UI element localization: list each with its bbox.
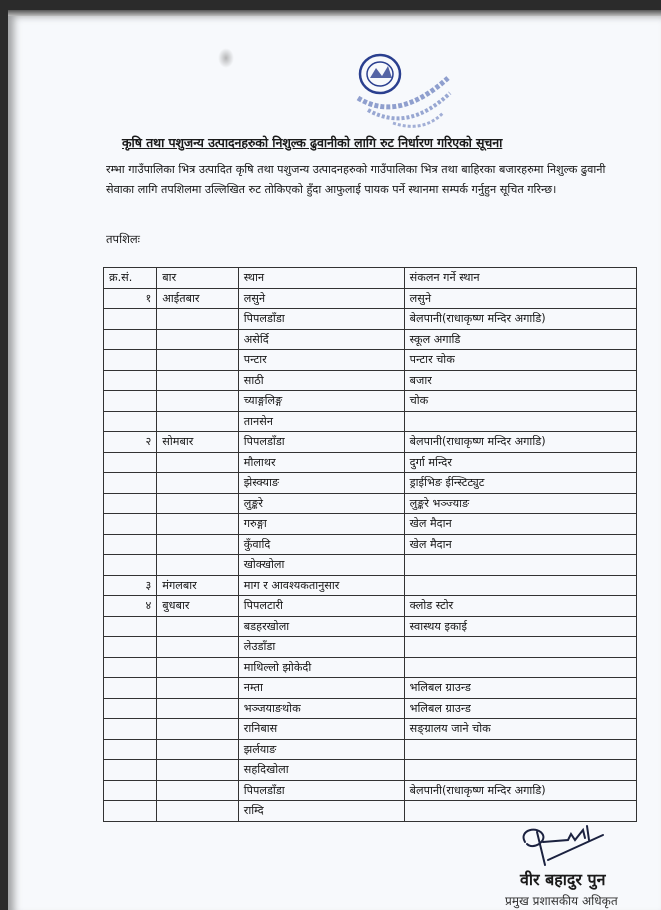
cell-collection-point: लसुने: [404, 288, 636, 309]
cell-collection-point: [404, 739, 636, 760]
schedule-label: तपशिलः: [106, 232, 141, 246]
signatory-name: वीर बहादुर पुन: [520, 870, 606, 889]
cell-collection-point: स्कूल अगाडि: [404, 329, 636, 350]
cell-collection-point: [404, 637, 636, 658]
table-row: [104, 596, 637, 617]
cell-place: रानिबास: [238, 719, 404, 740]
cell-place: सहदिखोला: [238, 760, 404, 781]
cell-day: [157, 514, 238, 535]
table-row: [104, 493, 637, 514]
cell-serial: [104, 309, 157, 330]
cell-place: झर्लयाङ: [238, 739, 404, 760]
cell-day: [157, 329, 238, 350]
header-place: स्थान: [238, 268, 404, 289]
cell-place: लेउडाँडा: [238, 637, 404, 658]
cell-serial: [104, 719, 157, 740]
table-row: [104, 698, 637, 719]
cell-place: राम्दि: [238, 801, 404, 822]
cell-place: च्याङ्गलिङ्ग: [238, 391, 404, 412]
cell-day: [157, 657, 238, 678]
cell-collection-point: खेल मैदान: [404, 514, 636, 535]
cell-day: [157, 760, 238, 781]
cell-serial: [104, 411, 157, 432]
cell-serial: [104, 678, 157, 699]
cell-collection-point: [404, 801, 636, 822]
cell-serial: [104, 514, 157, 535]
cell-serial: [104, 329, 157, 350]
cell-place: बडहरखोला: [238, 616, 404, 637]
cell-day: सोमबार: [157, 432, 238, 453]
cell-collection-point: लुङ्करे भञ्ज्याङ: [404, 493, 636, 514]
cell-day: [157, 534, 238, 555]
table-row: [104, 391, 637, 412]
cell-serial: [104, 452, 157, 473]
table-row: [104, 411, 637, 432]
table-row: [104, 555, 637, 576]
cell-serial: १: [104, 288, 157, 309]
cell-collection-point: पन्टार चोक: [404, 350, 636, 371]
cell-place: असेर्दि: [238, 329, 404, 350]
cell-place: पिपलडाँडा: [238, 780, 404, 801]
notice-body: रम्भा गाउँपालिका भित्र उत्पादित कृषि तथा पशुजन्य उत्पादनहरुको गाउँपालिका भित्र तथा बाहिरका बजारहरुमा निशुल्क ढुवानी सेवाका लागि तपशिलमा उल्लिखित रुट तोकिएको हुँदा आफुलाई पायक पर्ने स्थानमा सम्पर्क गर्नुहुन सूचित गरिन्छ।: [106, 163, 606, 196]
cell-day: [157, 739, 238, 760]
cell-place: कुँवादि: [238, 534, 404, 555]
table-row: [104, 350, 637, 371]
cell-place: गरुङ्गा: [238, 514, 404, 535]
cell-collection-point: बेलपानी(राधाकृष्ण मन्दिर अगाडि): [404, 432, 636, 453]
cell-collection-point: खेल मैदान: [404, 534, 636, 555]
cell-collection-point: [404, 575, 636, 596]
cell-day: मंगलबार: [157, 575, 238, 596]
cell-serial: २: [104, 432, 157, 453]
cell-serial: [104, 760, 157, 781]
cell-day: [157, 780, 238, 801]
cell-place: माग र आवश्यकतानुसार: [238, 575, 404, 596]
cell-collection-point: सङ्ग्रालय जाने चोक: [404, 719, 636, 740]
cell-serial: [104, 493, 157, 514]
cell-serial: [104, 473, 157, 494]
cell-collection-point: [404, 760, 636, 781]
table-row: [104, 452, 637, 473]
cell-day: [157, 370, 238, 391]
cell-serial: [104, 637, 157, 658]
cell-day: [157, 493, 238, 514]
cell-day: [157, 309, 238, 330]
table-row: [104, 657, 637, 678]
table-row: [104, 678, 637, 699]
cell-day: [157, 411, 238, 432]
cell-place: साठी: [238, 370, 404, 391]
cell-serial: [104, 616, 157, 637]
cell-collection-point: ड्राईभिङ ईन्स्टिट्युट: [404, 473, 636, 494]
cell-serial: [104, 698, 157, 719]
cell-serial: [104, 657, 157, 678]
table-row: [104, 739, 637, 760]
notice-title: कृषि तथा पशुजन्य उत्पादनहरुको निशुल्क ढुवानीको लागि रुट निर्धारण गरिएको सूचना: [122, 135, 503, 150]
cell-day: [157, 637, 238, 658]
cell-place: तानसेन: [238, 411, 404, 432]
cell-place: झेस्क्याङ: [238, 473, 404, 494]
table-row: [104, 309, 637, 330]
cell-serial: [104, 534, 157, 555]
table-header-row: [104, 268, 637, 289]
scan-blemish: [218, 48, 234, 68]
table-row: [104, 432, 637, 453]
cell-day: [157, 616, 238, 637]
header-serial: क्र.सं.: [104, 268, 157, 289]
office-seal-icon: [338, 48, 458, 133]
cell-place: पिपलटारी: [238, 596, 404, 617]
cell-place: मौलाथर: [238, 452, 404, 473]
cell-collection-point: भलिबल ग्राउन्ड: [404, 678, 636, 699]
cell-serial: [104, 370, 157, 391]
cell-day: [157, 473, 238, 494]
table-row: [104, 780, 637, 801]
cell-serial: ४: [104, 596, 157, 617]
table-row: [104, 288, 637, 309]
cell-day: [157, 391, 238, 412]
cell-serial: [104, 350, 157, 371]
table-row: [104, 534, 637, 555]
cell-day: आईतबार: [157, 288, 238, 309]
cell-serial: ३: [104, 575, 157, 596]
scanned-document-page: [8, 10, 661, 910]
cell-day: [157, 678, 238, 699]
cell-place: लसुने: [238, 288, 404, 309]
table-row: [104, 719, 637, 740]
cell-place: लुङ्करे: [238, 493, 404, 514]
cell-place: माथिल्लो झोकेदी: [238, 657, 404, 678]
cell-serial: [104, 391, 157, 412]
table-row: [104, 329, 637, 350]
cell-place: पन्टार: [238, 350, 404, 371]
table-row: [104, 801, 637, 822]
cell-serial: [104, 801, 157, 822]
cell-collection-point: बेलपानी(राधाकृष्ण मन्दिर अगाडि): [404, 309, 636, 330]
route-table-body: [104, 288, 637, 821]
cell-day: [157, 719, 238, 740]
cell-place: नम्ता: [238, 678, 404, 699]
cell-collection-point: क्लोड स्टोर: [404, 596, 636, 617]
cell-collection-point: [404, 411, 636, 432]
route-table: [103, 267, 637, 822]
cell-place: खोक्खोला: [238, 555, 404, 576]
table-row: [104, 575, 637, 596]
cell-day: [157, 801, 238, 822]
table-row: [104, 616, 637, 637]
cell-day: बुधबार: [157, 596, 238, 617]
cell-day: [157, 452, 238, 473]
table-row: [104, 637, 637, 658]
cell-serial: [104, 739, 157, 760]
cell-serial: [104, 780, 157, 801]
cell-collection-point: दुर्गा मन्दिर: [404, 452, 636, 473]
header-collection-point: संकलन गर्ने स्थान: [404, 268, 636, 289]
cell-collection-point: बेलपानी(राधाकृष्ण मन्दिर अगाडि): [404, 780, 636, 801]
header-day: बार: [157, 268, 238, 289]
cell-place: पिपलडाँडा: [238, 432, 404, 453]
table-row: [104, 760, 637, 781]
cell-day: [157, 698, 238, 719]
cell-collection-point: बजार: [404, 370, 636, 391]
handwritten-signature-icon: [513, 820, 613, 870]
table-row: [104, 473, 637, 494]
cell-collection-point: भलिबल ग्राउन्ड: [404, 698, 636, 719]
cell-place: भञ्जयाङथोक: [238, 698, 404, 719]
cell-collection-point: चोक: [404, 391, 636, 412]
cell-day: [157, 555, 238, 576]
cell-serial: [104, 555, 157, 576]
cell-day: [157, 350, 238, 371]
cell-collection-point: [404, 555, 636, 576]
table-row: [104, 514, 637, 535]
cell-collection-point: स्वास्थय इकाई: [404, 616, 636, 637]
cell-collection-point: [404, 657, 636, 678]
table-row: [104, 370, 637, 391]
signatory-designation: प्रमुख प्रशासकीय अधिकृत: [505, 894, 618, 908]
cell-place: पिपलडाँडा: [238, 309, 404, 330]
